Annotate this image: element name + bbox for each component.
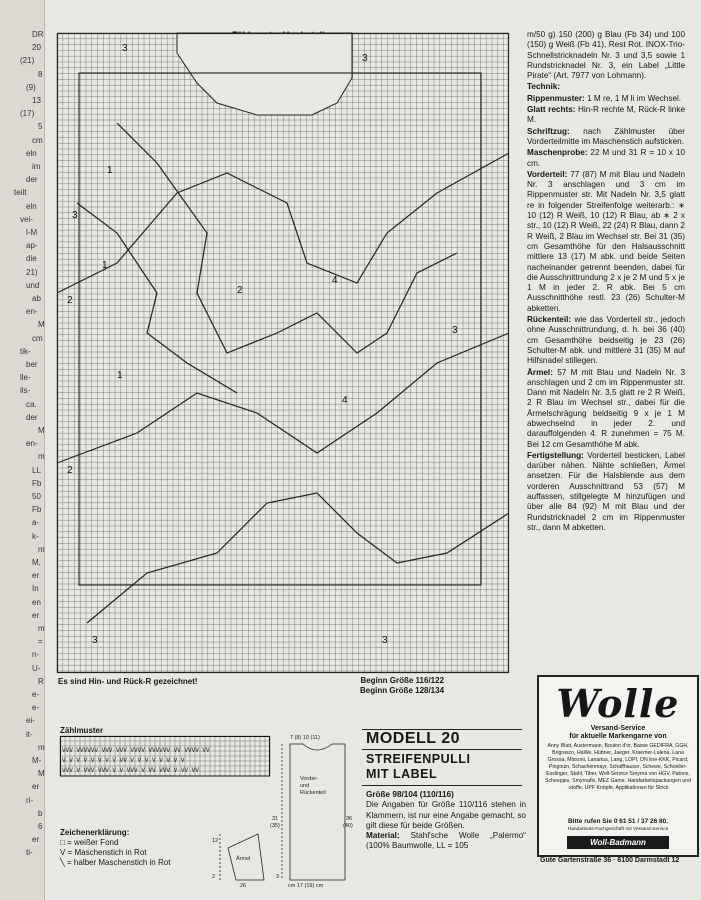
legend-half-stitch: ╲ = halber Maschenstich in Rot xyxy=(60,858,171,867)
chart-region-number: 3 xyxy=(92,635,98,646)
spine-fragment: 5 xyxy=(38,122,43,132)
spine-fragment: M xyxy=(38,426,45,435)
schrift-heading: Schriftzug: xyxy=(527,126,570,136)
rippen-text: 1 M re, 1 M li im Wechsel. xyxy=(587,93,682,103)
chart-region-number: 1 xyxy=(107,165,113,176)
spine-fragment: LL xyxy=(32,465,41,475)
spine-fragment: eln xyxy=(26,148,37,158)
spine-fragment: ei- xyxy=(26,716,35,726)
glatt-text: Hin-R rechte M, Rück-R linke M. xyxy=(527,105,686,125)
spine-fragment: tik- xyxy=(20,346,31,356)
chart-region-number: 2 xyxy=(237,285,243,296)
schem-bottom: cm 17 (19) cm xyxy=(288,883,324,889)
spine-fragment: (17) xyxy=(20,109,35,119)
spine-fragment: er xyxy=(32,571,40,581)
schem-left-h1: 31 xyxy=(272,816,279,822)
ad-badge: Woll-Badmann xyxy=(567,836,669,849)
ad-brands: Anny Blatt, Austermann, Bouton d'or, Basse GEDIFRA, GGH, Brigrasco, HaWe, Hübner, Jaeger, Kraemer-Lalena, Lana Grossa, Missoni, Lanartus, Lang, LOPI, ON line-KKK, Picard, Pingouin, Schachenmayr, Schaffhauser, Schewe, Schoeller-Esslinger, Stahl, Tiber, Woll-Service Smyrna von HGV, Patons, Scheepjes, Smyrnafix, MEZ Game, Handarbeitspackungen und -stoffe, UPF Knöpfe, Applikationen für Strick xyxy=(545,743,691,791)
chart-region-number: 4 xyxy=(332,275,338,286)
spine-fragment: und xyxy=(26,280,40,290)
size-label-128: Beginn Größe 128/134 xyxy=(360,686,445,695)
aermel-heading: Ärmel: xyxy=(527,367,553,377)
spine-fragment: lle- xyxy=(20,373,31,383)
ad-address: Gute Gartenstraße 36 · 6100 Darmstadt 12 xyxy=(540,857,680,864)
spine-fragment: ap- xyxy=(26,241,38,251)
fertig-heading: Fertigstellung: xyxy=(527,450,584,460)
schem-label2: und xyxy=(300,783,310,789)
legend-title: Zeichenerklärung: xyxy=(60,828,130,837)
schem-sleeve: Ärmel xyxy=(236,856,251,862)
vorder-heading: Vorderteil: xyxy=(527,169,568,179)
spine-fragment: en- xyxy=(26,307,38,317)
modell-text xyxy=(366,790,526,852)
material-text: Stahl'sche Wolle „Palermo“ (100% Baumwolle, LL = 105 xyxy=(366,831,526,851)
small-chart-title: Zählmuster xyxy=(60,726,104,735)
schrift-text: nach Zählmuster über Vorderteilmitte im Maschenstich aufsticken. xyxy=(527,126,686,146)
spine-fragment: ca. xyxy=(26,399,37,409)
spine-fragment: er xyxy=(32,610,40,620)
modell-title: MODELL 20 xyxy=(366,730,460,747)
wolle-advertisement xyxy=(537,675,699,857)
spine-fragment: it- xyxy=(26,729,33,739)
spine-fragment: er xyxy=(32,782,40,792)
schem-right-h2: (40) xyxy=(343,823,353,829)
spine-fragment: teilt xyxy=(14,188,27,198)
legend-white: □ = weißer Fond xyxy=(60,838,119,847)
schem-right-h1: 36 xyxy=(346,816,353,822)
schem-rib2: 2 xyxy=(212,874,216,880)
spine-fragment: = xyxy=(38,637,43,647)
spine-fragment: R xyxy=(38,676,44,686)
spine-fragment: die xyxy=(26,254,37,264)
spine-fragment: l-M xyxy=(26,228,38,237)
material-heading: Material: xyxy=(366,831,400,841)
chart-region-number: 2 xyxy=(67,295,73,306)
ad-phone: Bitte rufen Sie 0 61 51 / 37 26 80. xyxy=(567,818,669,825)
spine-fragment: m xyxy=(38,742,45,752)
spine-fragment: ils- xyxy=(20,386,31,396)
spine-fragment: 6 xyxy=(38,822,43,831)
instructions-column xyxy=(527,30,685,534)
chart-region-number: 3 xyxy=(362,53,368,64)
wolle-logo: Wolle xyxy=(556,681,680,726)
spine-fragment: der xyxy=(26,412,38,422)
schem-top: 7 (8) 10 (11) xyxy=(290,735,320,741)
size-schematic xyxy=(200,730,353,890)
schem-sleeve-h: 12 xyxy=(212,838,219,844)
spine-fragment: b xyxy=(38,808,43,818)
modell-sub2: MIT LABEL xyxy=(366,767,438,781)
chart-region-number: 3 xyxy=(72,210,78,221)
spine-fragment: ber xyxy=(26,360,38,369)
spine-fragment: m xyxy=(38,544,45,554)
stripe-outline xyxy=(77,203,237,393)
probe-heading: Maschenprobe: xyxy=(527,148,588,158)
stitch-marks: VVV VVVVVV VVV VVV VVVV VVVVVV VV VVVV VV xyxy=(62,747,210,754)
schem-rib1: 3 xyxy=(276,874,280,880)
spine-fragment: Fb xyxy=(32,505,42,515)
spine-fragment: M xyxy=(38,769,45,779)
spine-fragment: er xyxy=(32,835,40,845)
spine-fragment: cm xyxy=(32,135,43,145)
spine-fragment: im xyxy=(32,162,41,171)
probe-text: 22 M und 31 R = 10 x 10 cm. xyxy=(527,148,685,168)
previous-page-margin xyxy=(0,0,45,900)
ad-note: Handarbeits-Fachgeschäft mit Versand-Service xyxy=(567,827,669,832)
spine-fragment: der xyxy=(26,175,38,185)
schem-sleeve-w: 26 xyxy=(240,883,247,889)
rippen-heading: Rippenmuster: xyxy=(527,93,585,103)
spine-fragment: ti- xyxy=(26,848,33,858)
groesse-heading: Größe 98/104 (110/116) xyxy=(366,790,454,799)
stitch-marks: V V V V V V V V VV V V V V V V V V xyxy=(62,757,185,764)
aermel-text: 57 M mit Blau und Nadeln Nr. 3 anschlagen und 2 cm im Rippenmuster str. Dann mit Nadeln Nr. 3,5 glatt re 2 R Weiß, 2 R Blau im Wechsel str., dabei für die Ärmelschrägung beidseitig 9 x je 1 M abwechselnd in jeder 2. und darauffolgenden 4. R zunehmen = 75 M. Bei 12 cm Gesamthöhe M abk. xyxy=(527,367,685,449)
modell-sub1: STREIFENPULLI xyxy=(366,752,471,766)
chart-region-number: 2 xyxy=(67,465,73,476)
spine-fragment: ri- xyxy=(26,795,34,805)
rule xyxy=(362,785,522,786)
groesse-text: Die Angaben für Größe 110/116 stehen in Klammern, ist nur eine Angabe gemacht, so gilt diese für beide Größen. xyxy=(366,800,526,830)
spine-fragment: 21) xyxy=(26,267,38,277)
spine-fragment: U- xyxy=(32,663,41,673)
spine-fragment: cm xyxy=(32,333,43,343)
material-continued: m/50 g) 150 (200) g Blau (Fb 34) und 100 (150) g Weiß (Fb 41), Rest Rot. INOX-Trio-Schnellstricknadeln Nr. 3 und 3,5 sowie 1 Rundstricknadel Nr. 3, ein Label „Little Pirate“ (Art. 7977 von Lohmann). xyxy=(527,30,685,81)
spine-fragment: m xyxy=(38,452,45,462)
spine-fragment: k- xyxy=(32,531,39,541)
spine-fragment: (9) xyxy=(26,82,36,92)
ad-line2: für aktuelle Markengarne von xyxy=(569,733,667,740)
spine-fragment: DR xyxy=(32,30,44,39)
ad-line1: Versand-Service xyxy=(590,725,646,732)
legend-red-stitch: V = Maschenstich in Rot xyxy=(60,848,147,857)
chart-region-number: 4 xyxy=(342,395,348,406)
size-start-labels xyxy=(360,676,444,696)
spine-fragment: M xyxy=(38,320,45,330)
stitch-marks: VVV V VVV VVV V V VVV V VV VVV V VV VV xyxy=(62,767,199,774)
spine-fragment: en xyxy=(32,597,41,607)
stripe-outline xyxy=(117,123,457,353)
spine-fragment: eln xyxy=(26,201,37,211)
fertig-text: Vorderteil besticken, Label darüber nähen. Nähte schließen, Ärmel ansetzen. Für die Halsblende aus dem vorderen Ausschnittrand 53 (57) M auffassen, stillgelegte M hinzufügen und über alle 84 (92) M mit Blau und der Rundstricknadel 2 cm im Rippenmuster str., dann M abketten. xyxy=(527,450,685,532)
technik-heading: Technik: xyxy=(527,82,561,92)
rueck-text: wie das Vorderteil str., jedoch ohne Ausschnittrundung, d. h. bei 36 (40) cm Gesamthöhe beidseitig je 23 (26) Schulter-M abk. und mittlere 31 (35) M auf Hilfsnadel stillegen. xyxy=(527,315,685,366)
ad-subtitle xyxy=(539,725,697,741)
spine-fragment: ab xyxy=(32,294,41,303)
size-label-116: Beginn Größe 116/122 xyxy=(360,676,445,685)
knitting-chart-front xyxy=(57,33,509,673)
chart-caption: Es sind Hin- und Rück-R gezeichnet! xyxy=(58,677,198,686)
chart-region-number: 1 xyxy=(102,260,108,271)
spine-fragment: e- xyxy=(32,690,40,699)
body-outline xyxy=(290,744,345,880)
schem-left-h2: (35) xyxy=(270,823,280,829)
spine-fragment: vei- xyxy=(20,214,33,224)
spine-fragment: (21) xyxy=(20,56,35,66)
spine-fragment: In xyxy=(32,584,39,594)
stripe-outline xyxy=(57,333,509,463)
spine-fragment: 20 xyxy=(32,43,41,53)
rule xyxy=(362,749,522,750)
schem-label1: Vorder- xyxy=(300,776,319,782)
legend xyxy=(60,828,170,868)
spine-fragment: M, xyxy=(32,558,41,567)
spine-fragment: 8 xyxy=(38,69,43,79)
rueck-heading: Rückenteil: xyxy=(527,315,572,325)
spine-fragment: m xyxy=(38,624,45,633)
spine-fragment: 13 xyxy=(32,96,41,105)
spine-fragment: en- xyxy=(26,439,38,449)
schem-label3: Rückenteil xyxy=(300,790,326,796)
spine-fragment: 50 xyxy=(32,492,41,501)
chart-region-number: 3 xyxy=(452,325,458,336)
spine-fragment: Fb xyxy=(32,478,42,488)
stripe-outline xyxy=(57,153,509,293)
spine-fragment: e- xyxy=(32,703,40,713)
spine-fragment: M- xyxy=(32,756,42,765)
chart-region-number: 3 xyxy=(382,635,388,646)
chart-region-number: 1 xyxy=(117,370,123,381)
chart-region-number: 3 xyxy=(122,43,128,54)
modell-subtitle xyxy=(366,752,470,782)
spine-fragment: n- xyxy=(32,650,40,660)
glatt-heading: Glatt rechts: xyxy=(527,105,576,115)
spine-fragment: a- xyxy=(32,518,40,528)
vorder-text: 77 (87) M mit Blau und Nadeln Nr. 3 anschlagen und 3 cm im Rippenmuster str. Mit Nadeln Nr. 3,5 glatt re in folgender Streifenfolge weiterarb.: ∗ 10 (12) R Weiß, 10 (12) R Blau, ab ∗ 2 x str., 10 (12) R Weiß, 22 (24) R Blau, dann 2 R Weiß, 2 Blau im Wechsel str. Bei 31 (35) cm Gesamthöhe für den Halsausschnitt mittlere 13 (17) M abk. und beide Seiten nacheinander getrennt beenden, dabei für die Ausschnittrundung 2 x je 2 M und 5 x je 1 M in jeder 2. R abk. Bei 5 cm Ausschnitthöhe restl. 23 (26) Schulter-M abketten. xyxy=(527,169,686,313)
